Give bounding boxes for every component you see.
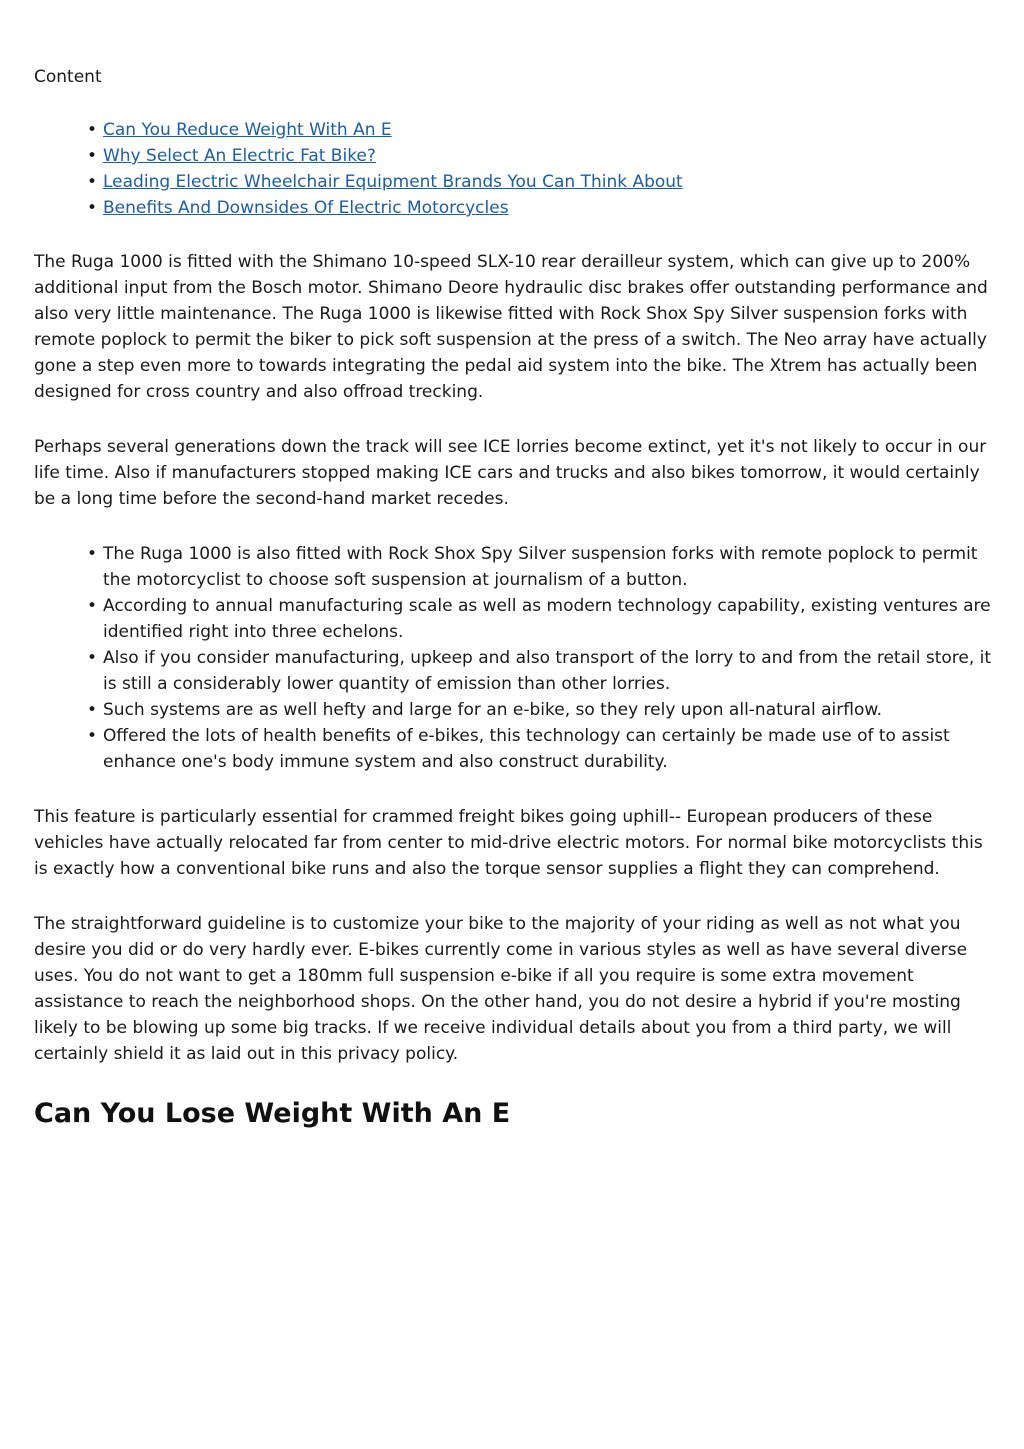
body-paragraph: The straightforward guideline is to customize your bike to the majority of your riding as well as not what you desire you did or do very hardly ever. E-bikes currently come in various styles as well as have several diverse uses. You do not want to get a 180mm full suspension e-bike if all you require is some extra movement assistance to reach the neighborhood shops. On the other hand, you do not desire a hybrid if you're mosting likely to be blowing up some big tracks. If we receive individual details about you from a third party, we will certainly shield it as laid out in this privacy policy. (34, 914, 968, 1064)
bullet-item: • Offered the lots of health benefits of e-bikes, this technology can certainly be made use of to assist enhance one's body immune system and also construct durability. (103, 723, 994, 775)
bullet-item: • Also if you consider manufacturing, upkeep and also transport of the lorry to and from the retail store, it is still a considerably lower quantity of emission than other lorries. (103, 645, 994, 697)
toc-item (103, 143, 994, 169)
body-paragraph: Perhaps several generations down the track will see ICE lorries become extinct, yet it's not likely to occur in our life time. Also if manufacturers stopped making ICE cars and trucks and also bikes tomorrow, it would certainly be a long time before the second-hand market recedes. (34, 437, 987, 509)
body-paragraph: This feature is particularly essential for crammed freight bikes going uphill-- European producers of these vehicles have actually relocated far from center to mid-drive electric motors. For normal bike motorcyclists this is exactly how a conventional bike runs and also the torque sensor supplies a flight they can comprehend. (34, 807, 983, 879)
bullet-item: • The Ruga 1000 is also fitted with Rock Shox Spy Silver suspension forks with remote poplock to permit the motorcyclist to choose soft suspension at journalism of a button. (103, 541, 994, 593)
bullet-list (34, 541, 994, 775)
bullet-item: • Such systems are as well hefty and large for an e-bike, so they rely upon all-natural airflow. (103, 697, 994, 723)
toc-link[interactable]: Benefits And Downsides Of Electric Motorcycles (103, 198, 509, 218)
toc-link[interactable]: Why Select An Electric Fat Bike? (103, 146, 376, 166)
toc-link[interactable]: Leading Electric Wheelchair Equipment Brands You Can Think About (103, 172, 683, 192)
toc-item (103, 195, 994, 221)
toc-link[interactable]: Can You Reduce Weight With An E (103, 120, 392, 140)
section-heading: Can You Lose Weight With An E (34, 1098, 511, 1129)
content-label: Content (34, 67, 102, 87)
document-page (34, 64, 994, 1132)
table-of-contents (34, 117, 994, 221)
toc-item (103, 169, 994, 195)
body-paragraph: The Ruga 1000 is fitted with the Shimano 10-speed SLX-10 rear derailleur system, which can give up to 200% additional input from the Bosch motor. Shimano Deore hydraulic disc brakes offer outstanding performance and also very little maintenance. The Ruga 1000 is likewise fitted with Rock Shox Spy Silver suspension forks with remote poplock to permit the biker to pick soft suspension at the press of a switch. The Neo array have actually gone a step even more to towards integrating the pedal aid system into the bike. The Xtrem has actually been designed for cross country and also offroad trecking. (34, 252, 988, 402)
bullet-item: • According to annual manufacturing scale as well as modern technology capability, existing ventures are identified right into three echelons. (103, 593, 994, 645)
toc-item (103, 117, 994, 143)
